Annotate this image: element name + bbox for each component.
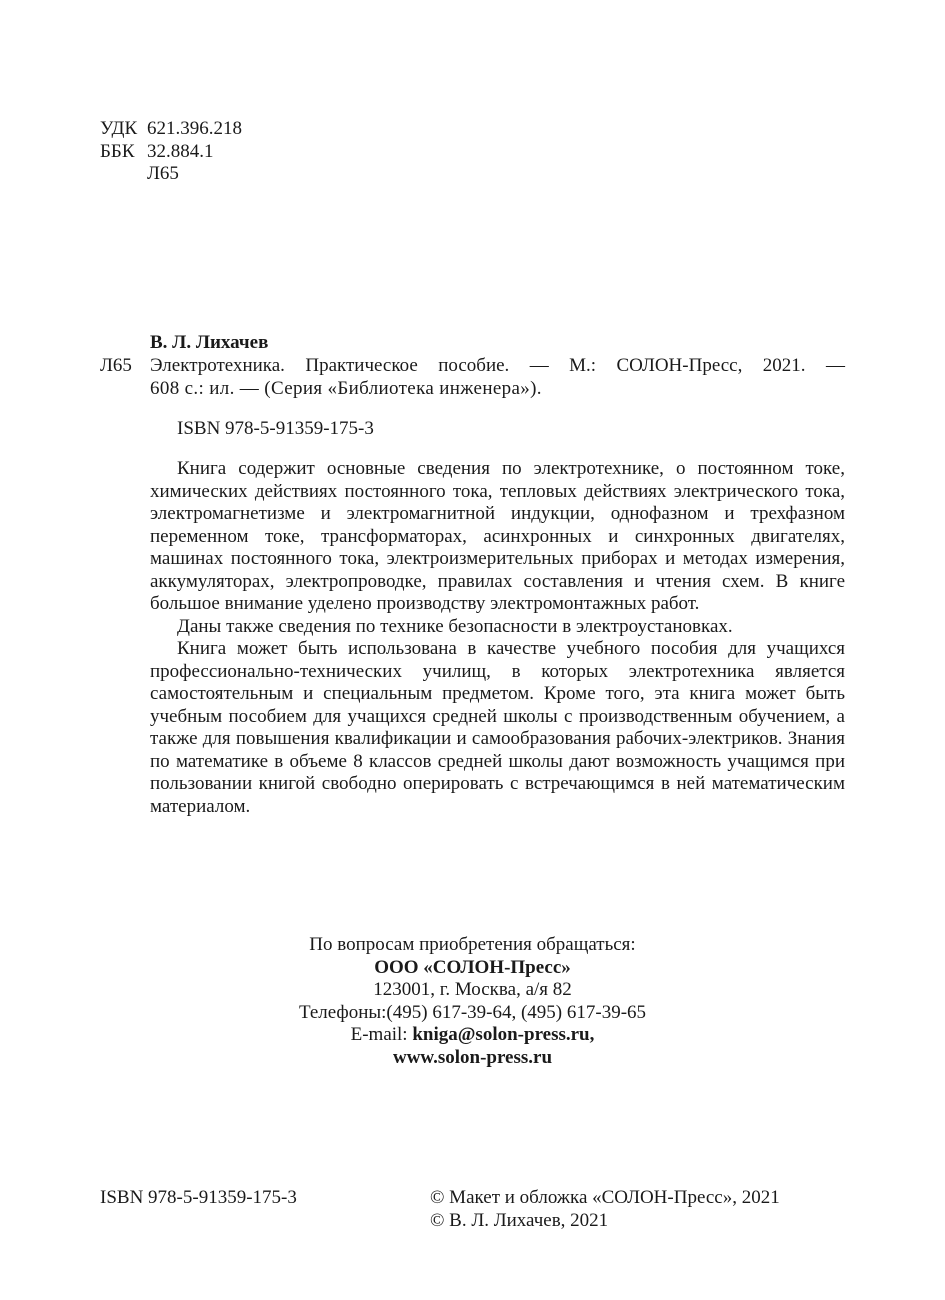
- copyright-block: [430, 1187, 780, 1232]
- author-mark: Л65: [147, 163, 179, 184]
- publisher-phones: Телефоны:(495) 617-39-64, (495) 617-39-65: [298, 1001, 647, 1023]
- isbn: ISBN 978-5-91359-175-3: [177, 418, 374, 439]
- publisher-address: 123001, г. Москва, а/я 82: [373, 979, 572, 1000]
- bbk-value: 32.884.1: [147, 140, 214, 162]
- title-line-1: [150, 355, 845, 378]
- abstract-paragraph: Даны также сведения по технике безопасности в электроустановках.: [177, 615, 733, 637]
- email-link[interactable]: kniga@solon-press.ru,: [412, 1024, 595, 1045]
- contacts-block: [100, 934, 845, 1069]
- title-line-2: 608 с.: ил. — (Серия «Библиотека инженера»).: [150, 377, 542, 399]
- title-word: —: [529, 355, 549, 376]
- bbk-row: [100, 141, 242, 164]
- book-author: В. Л. Лихачев: [150, 332, 269, 353]
- book-code: Л65: [100, 355, 132, 376]
- contacts-intro: По вопросам приобретения обращаться:: [309, 934, 636, 955]
- abstract-paragraph: Книга содержит основные сведения по электротехнике, о постоянном токе, химических действиях постоянного тока, тепловых действиях электрического тока, электромагнетизме и электромагнитной индукции, однофазном и трехфазном переменном токе, трансформаторах, асинхронных и синхронных двигателях, машинах постоянного тока, электроизмерительных приборах и методах измерения, аккумуляторах, электропроводке, правилах составления и чтения схем. В книге большое внимание уделено производству электромонтажных работ.: [150, 458, 845, 614]
- udk-label: УДК: [100, 118, 138, 139]
- title-word: пособие.: [438, 355, 510, 376]
- udk-value: 621.396.218: [147, 118, 242, 139]
- email-line: [100, 1024, 845, 1047]
- publisher-name: ООО «СОЛОН-Пресс»: [374, 956, 571, 978]
- author-mark-row: [100, 163, 242, 186]
- udk-row: [100, 118, 242, 141]
- email-label: E-mail:: [350, 1024, 413, 1045]
- title-word: СОЛОН-Пресс,: [616, 355, 743, 376]
- classification-block: [100, 118, 242, 186]
- bibliographic-description: [150, 355, 845, 400]
- abstract: [150, 458, 845, 818]
- copyright-layout: © Макет и обложка «СОЛОН-Пресс», 2021: [430, 1187, 780, 1208]
- abstract-paragraph: Книга может быть использована в качестве учебного пособия для учащихся профессионально-технических училищ, в которых электротехника является самостоятельным и специальным предметом. Кроме того, эта книга может быть учебным пособием для учащихся средней школы с производственным обучением, а также для повышения квалификации и самообразования рабочих-электриков. Знания по математике в объеме 8 классов средней школы дают возможность учащимся при пользовании книгой свободно оперировать с встречающимся в ней математическим материалом.: [150, 638, 845, 817]
- website-link[interactable]: www.solon-press.ru: [392, 1046, 553, 1068]
- title-word: Практическое: [305, 355, 418, 376]
- title-word: —: [825, 355, 845, 376]
- title-word: 2021.: [762, 355, 806, 376]
- copyright-author: © В. Л. Лихачев, 2021: [430, 1209, 609, 1231]
- footer-isbn: ISBN 978-5-91359-175-3: [100, 1187, 297, 1208]
- title-word: Электротехника.: [150, 355, 285, 376]
- bbk-label: ББК: [100, 140, 135, 162]
- title-word: М.:: [569, 355, 597, 376]
